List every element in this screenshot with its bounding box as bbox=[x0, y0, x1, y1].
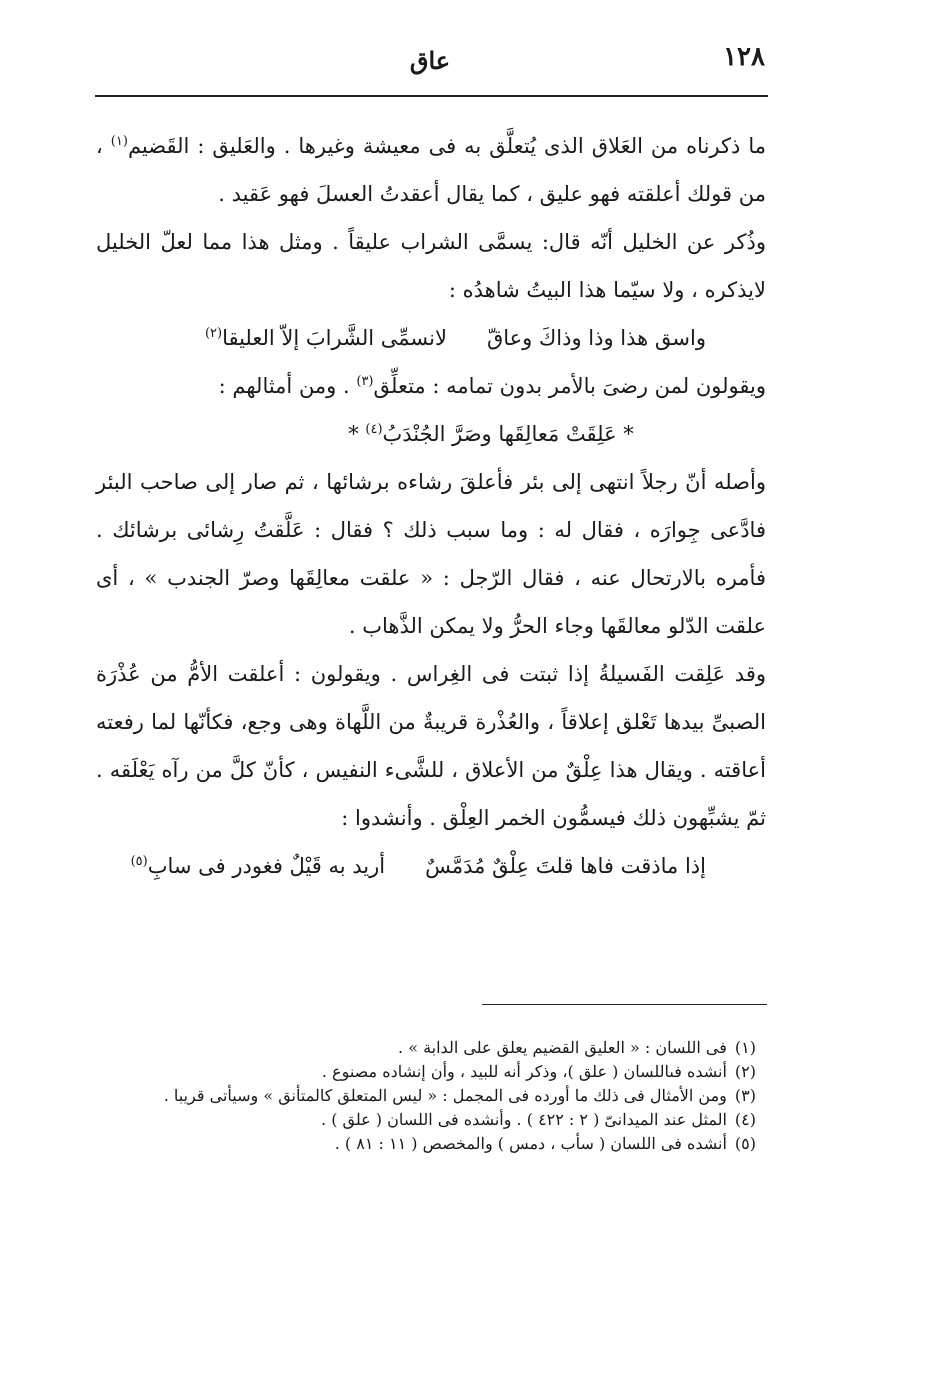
verse-1-first-hemistich: واسق هذا وذا وذاكَ وعاقّ bbox=[486, 326, 706, 350]
page-number: ١٢٨ bbox=[723, 42, 765, 72]
page-header bbox=[95, 42, 765, 86]
footnote-2: (٢)أنشده فىاللسان ( علق )، وذكر أنه للبيد ، وأن إنشاده مصنوع . bbox=[321, 1062, 756, 1081]
footnote-5: (٥)أنشده فى اللسان ( سأب ، دمس ) والمخصص ( ١١ : ٨١ ) . bbox=[334, 1134, 756, 1153]
paragraph-1: ما ذكرناه من العَلاق الذى يُتعلَّق به فى معيشة وغيرها . والعَليق : القَضيم$^{(١)}$ ، من قولك أعلقته فهو عليق ، كما يقال أعقدتُ العسلَ فهو عَقيد . bbox=[96, 134, 767, 206]
verse-2-second-hemistich: أريد به قَيْلٌ فغودر فى سابِ bbox=[147, 854, 386, 878]
footnote-ref-4: (٤) bbox=[365, 422, 383, 437]
main-text bbox=[96, 122, 766, 890]
verse-2 bbox=[96, 842, 766, 890]
paragraph-2: وذُكر عن الخليل أنّه قال: يسمَّى الشراب عليقاً . ومثل هذا مما لعلّ الخليل لايذكره ، ولا سيّما هذا البيتُ شاهدُه : bbox=[96, 230, 766, 302]
footnote-ref-3: (٣) bbox=[356, 374, 374, 389]
footnote-4: (٤)المثل عند الميدانىّ ( ٢ : ٤٢٢ ) . وأنشده فى اللسان ( علق ) . bbox=[321, 1110, 756, 1129]
footnote-ref-2: (٢) bbox=[204, 326, 223, 341]
footnote-ref-1: (١) bbox=[110, 134, 128, 149]
paragraph-3: ويقولون لمن رضىَ بالأمر بدون تمامه : متعلِّق$^{(٣)}$ . ومن أمثالهم : bbox=[218, 374, 766, 398]
footnote-1: (١)فى اللسان : « العليق القضيم يعلق على الدابة » . bbox=[398, 1038, 756, 1057]
footnotes bbox=[96, 1036, 756, 1156]
footnote-ref-5: (٥) bbox=[130, 854, 148, 869]
header-rule bbox=[95, 95, 768, 97]
footnote-3: (٣)ومن الأمثال فى ذلك ما أورده فى المجمل : « ليس المتعلق كالمتأنق » وسيأتى قريبا . bbox=[163, 1086, 756, 1105]
verse-1 bbox=[96, 314, 766, 362]
footnote-rule bbox=[482, 1004, 767, 1005]
verse-1-second-hemistich: لانسمِّى الشَّرابَ إلاّ العليقا bbox=[222, 326, 447, 350]
proverb-line: * عَلِقَتْ مَعالِقَها وصَرَّ الجُنْدَبُ$^{(٤)}$ * bbox=[348, 422, 634, 446]
running-head: عاق bbox=[409, 46, 451, 75]
paragraph-4: وأصله أنّ رجلاً انتهى إلى بئر فأعلقَ رشاءه برشائها ، ثم صار إلى صاحب البئر فادَّعى جِوارَه ، فقال له : وما سبب ذلك ؟ فقال : عَلَّقتُ رِشائى برشائك . فأمره بالارتحال عنه ، فقال الرّجل : « علقت معالِقَها وصرّ الجندب » ، أى علقت الدّلو معالقَها وجاء الحرُّ ولا يمكن الذَّهاب . bbox=[96, 470, 766, 638]
verse-2-first-hemistich: إذا ماذقت فاها قلتَ عِلْقٌ مُدَمَّسٌ bbox=[425, 854, 706, 878]
paragraph-5: وقد عَلِقت الفَسيلةُ إذا ثبتت فى الغِراس . ويقولون : أعلقت الأمُّ من عُذْرَة الصبىِّ بيدها تَعْلق إعلاقاً ، والعُذْرة قريبةٌ من اللَّهاة وهى وجع، فكأنّها لما رفعته أعاقته . ويقال هذا عِلْقٌ من الأعلاق ، للشَّىء النفيس ، كأنّ كلَّ من رآه يَعْلَقه . ثمّ يشبِّهون ذلك فيسمُّون الخمر العِلْق . وأنشدوا : bbox=[96, 662, 766, 830]
